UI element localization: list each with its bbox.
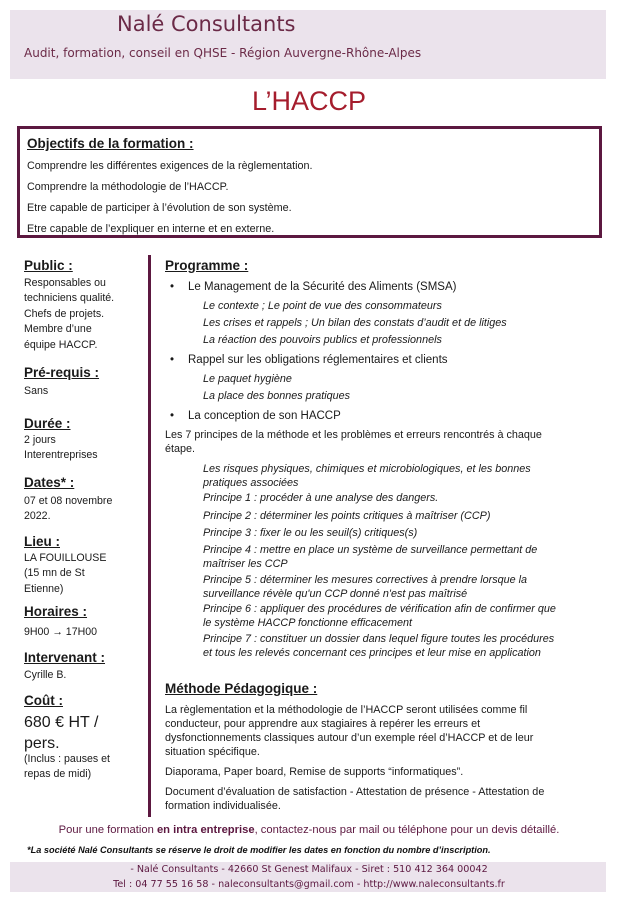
location-text xyxy=(24,551,146,597)
subitem-line: surveillance révèle qu'un CCP donné n'est pas maîtrisé xyxy=(203,588,468,600)
programme-bullet xyxy=(170,281,456,293)
cost-heading: Coût : xyxy=(24,693,63,708)
programme-subitem: Principe 1 : procéder à une analyse des dangers. xyxy=(203,492,439,504)
programme-subitem xyxy=(203,543,593,571)
company-name: Nalé Consultants xyxy=(117,12,296,36)
objective-item: Etre capable de participer à l’évolution de son système. xyxy=(27,202,292,214)
programme-bullet xyxy=(170,410,341,422)
prerequisites-text: Sans xyxy=(24,385,49,397)
footer-address: - Nalé Consultants - 42660 St Genest Malifaux - Siret : 510 412 364 00042 xyxy=(130,864,488,875)
column-divider xyxy=(148,255,151,817)
programme-subitem: Principe 2 : déterminer les points critiques à maîtriser (CCP) xyxy=(203,510,491,522)
method-line: Document d’évaluation de satisfaction - Attestation de présence - Attestation de xyxy=(165,786,545,798)
objectives-heading: Objectifs de la formation : xyxy=(27,136,194,151)
cost-note-line: (Inclus : pauses et xyxy=(24,753,110,765)
location-heading: Lieu : xyxy=(24,534,60,549)
cost-line: 680 € HT / xyxy=(24,714,99,731)
programme-subitem: Le contexte ; Le point de vue des consommateurs xyxy=(203,300,442,312)
objective-item: Comprendre la méthodologie de l’HACCP. xyxy=(27,181,229,193)
subitem-line: Principe 5 : déterminer les mesures correctives à prendre lorsque la xyxy=(203,574,528,586)
location-line: Etienne) xyxy=(24,582,64,595)
schedule-heading: Horaires : xyxy=(24,604,88,619)
trainer-text: Cyrille B. xyxy=(24,669,67,681)
dates-line: 07 et 08 novembre xyxy=(24,495,113,507)
intra-text: , contactez-nous par mail ou téléphone pour un devis détaillé. xyxy=(254,824,560,836)
programme-subitem: La réaction des pouvoirs publics et professionnels xyxy=(203,334,442,346)
objective-item: Comprendre les différentes exigences de la règlementation. xyxy=(27,160,313,172)
programme-subitem xyxy=(203,632,593,660)
location-line: (15 mn de St xyxy=(24,567,85,580)
method-tools: Diaporama, Paper board, Remise de supports “informatiques”. xyxy=(165,766,464,778)
header-band xyxy=(10,10,606,79)
method-evaluation xyxy=(165,785,585,813)
duration-heading: Durée : xyxy=(24,416,71,431)
programme-subitem xyxy=(203,462,593,490)
subitem-line: Principe 7 : constituer un dossier dans lequel figure toutes les procédures xyxy=(203,633,555,645)
bullet-icon: • xyxy=(170,354,175,366)
intra-emphasis: en intra entreprise xyxy=(156,824,255,836)
public-line: Responsables ou xyxy=(24,277,106,289)
programme-intro xyxy=(165,428,585,456)
intro-line: étape. xyxy=(165,443,196,455)
cost-price xyxy=(24,712,148,754)
subitem-line: Principe 4 : mettre en place un système de surveillance permettant de xyxy=(203,544,538,556)
subitem-line: pratiques associées xyxy=(203,477,299,489)
location-line: LA FOUILLOUSE xyxy=(24,552,107,564)
subitem-line: Principe 6 : appliquer des procédures de vérification afin de confirmer que xyxy=(203,603,556,615)
subitem-line: le système HACCP fonctionne efficacement xyxy=(203,617,413,629)
public-line: équipe HACCP. xyxy=(24,338,98,351)
subitem-line: maîtriser les CCP xyxy=(203,558,288,570)
method-line: situation spécifique. xyxy=(165,746,260,758)
public-text xyxy=(24,276,146,353)
prerequisites-heading: Pré-requis : xyxy=(24,365,100,380)
footer-contact: Tel : 04 77 55 16 58 - naleconsultants@gmail.com - http://www.naleconsultants.fr xyxy=(113,879,505,890)
intra-company-notice xyxy=(0,824,618,836)
public-line: techniciens qualité. xyxy=(24,292,115,305)
dates-heading: Dates* : xyxy=(24,475,75,490)
public-line: Chefs de projets. xyxy=(24,307,105,320)
programme-subitem xyxy=(203,573,593,601)
company-tagline: Audit, formation, conseil en QHSE - Région Auvergne-Rhône-Alpes xyxy=(24,46,422,60)
duration-line: Interentreprises xyxy=(24,449,98,462)
programme-subitem: La place des bonnes pratiques xyxy=(203,390,351,402)
public-line: Membre d’une xyxy=(24,323,92,336)
programme-subitem: Principe 3 : fixer le ou les seuil(s) critiques(s) xyxy=(203,527,418,539)
bullet-text: Le Management de la Sécurité des Aliments (SMSA) xyxy=(188,281,457,293)
public-heading: Public : xyxy=(24,258,73,273)
objectives-box xyxy=(17,126,602,238)
programme-subitem: Le paquet hygiène xyxy=(203,373,292,385)
schedule-text: 9H00 → 17H00 xyxy=(24,626,98,638)
method-line: dysfonctionnements classiques autour d’un exemple réel d’HACCP et de leur xyxy=(165,732,534,744)
dates-line: 2022. xyxy=(24,510,51,523)
programme-heading: Programme : xyxy=(165,258,249,273)
intro-line: Les 7 principes de la méthode et les problèmes et erreurs rencontrés à chaque xyxy=(165,429,542,441)
intra-text: Pour une formation xyxy=(58,824,157,836)
programme-bullet xyxy=(170,354,448,366)
cost-note xyxy=(24,752,146,783)
cost-line: pers. xyxy=(24,735,60,752)
method-line: formation individualisée. xyxy=(165,800,281,812)
duration-line: 2 jours xyxy=(24,434,56,446)
trainer-heading: Intervenant : xyxy=(24,650,106,665)
cost-note-line: repas de midi) xyxy=(24,768,92,781)
dates-disclaimer: *La société Nalé Consultants se réserve le droit de modifier les dates en fonction du nombre d’inscription. xyxy=(27,845,491,855)
page-title: L’HACCP xyxy=(251,86,367,116)
bullet-icon: • xyxy=(170,410,175,422)
dates-text xyxy=(24,494,146,525)
bullet-text: La conception de son HACCP xyxy=(188,410,341,422)
method-line: La règlementation et la méthodologie de l’HACCP seront utilisées comme fil xyxy=(165,704,528,716)
objective-item: Etre capable de l’expliquer en interne et en externe. xyxy=(27,223,275,235)
duration-text xyxy=(24,433,146,464)
subitem-line: et tous les relevés concernant ces principes et leur mise en application xyxy=(203,647,541,659)
subitem-line: Les risques physiques, chimiques et microbiologiques, et les bonnes xyxy=(203,463,531,475)
programme-subitem: Les crises et rappels ; Un bilan des constats d’audit et de litiges xyxy=(203,317,507,329)
bullet-text: Rappel sur les obligations réglementaires et clients xyxy=(188,354,448,366)
method-heading: Méthode Pédagogique : xyxy=(165,681,318,696)
method-line: conducteur, pour apprendre aux stagiaires à repérer les erreurs et xyxy=(165,718,481,730)
programme-subitem xyxy=(203,602,593,630)
bullet-icon: • xyxy=(170,281,175,293)
method-paragraph xyxy=(165,703,585,759)
